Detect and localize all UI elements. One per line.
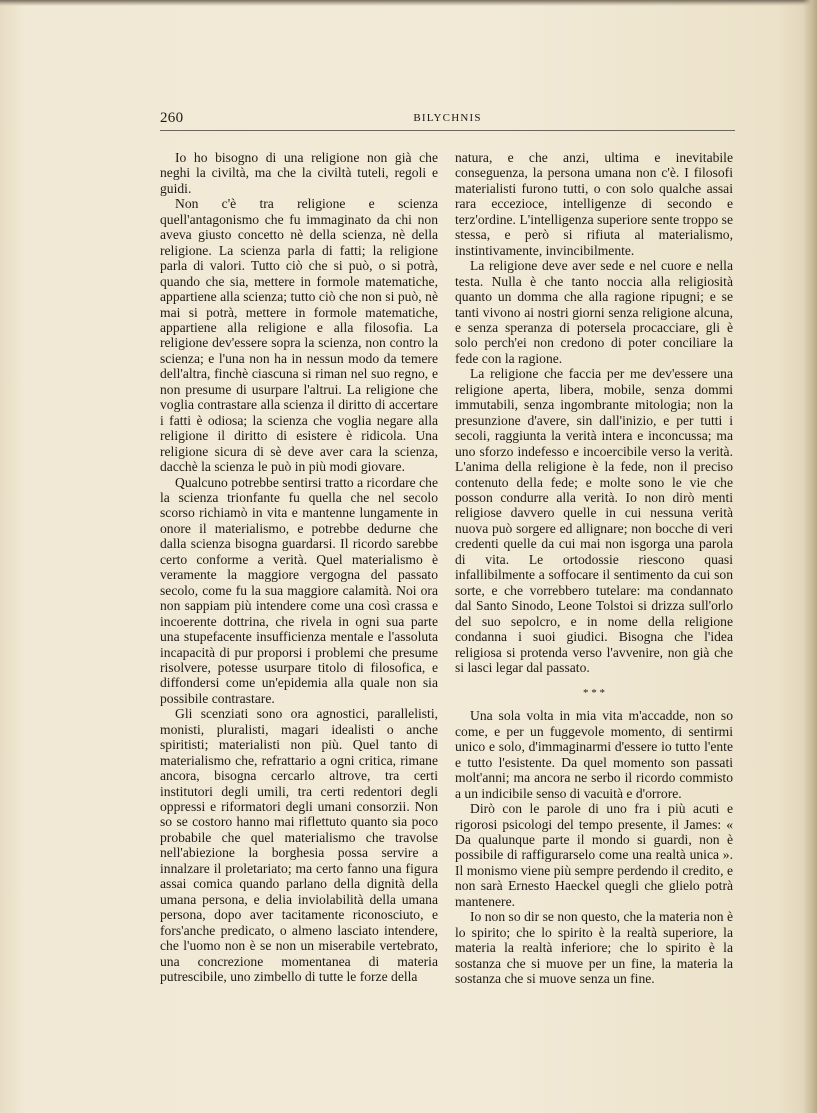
paragraph: Qualcuno potrebbe sentirsi tratto a ricordare che la scienza trionfante fu quella che nel secolo scorso richiamò in vita e mantenne lungamente in onore il materialismo, e potrebbe dedurne che dalla scienza bisogna guardarsi. Il ricordo sarebbe certo conforme a verità. Quel materialismo è veramente la maggiore vergogna del passato secolo, come fu la sua maggiore calamità. Noi ora non sappiam più intendere come una così crassa e incoerente dottrina, che rivela in ogni sua parte una stupefacente insufficienza mentale e l'assoluta incapacità di pur proporsi i problemi che presume risolvere, potesse usurpare titolo di filosofica, e diffondersi come un'epidemia alla quale non sia possibile contrastare. bbox=[160, 474, 438, 706]
paragraph: Dirò con le parole di uno fra i più acuti e rigorosi psicologi del tempo presente, il James: « Da qualunque parte il mondo si guardi, non è possibile di raffigurarselo come una realtà unica ». Il monismo viene più sempre perdendo il credito, e non sarà Ernesto Haeckel quegli che glielo potrà mantenere. bbox=[455, 801, 733, 909]
paragraph: Io ho bisogno di una religione non già che neghi la civiltà, ma che la civiltà tuteli, regoli e guidi. bbox=[160, 150, 438, 196]
left-column bbox=[160, 150, 438, 984]
header-rule bbox=[160, 130, 735, 131]
right-column bbox=[455, 150, 733, 987]
section-separator: * * * bbox=[583, 687, 605, 700]
paragraph: Gli scenziati sono ora agnostici, parallelisti, monisti, pluralisti, magari idealisti o anche spiritisti; materialisti non più. Quel tanto di materialismo che, refrattario a ogni critica, rimane ancora, bisogna cercarlo altrove, tra certi institutori degli umili, tra certi redentori degli oppressi e riformatori degli umani consorzii. Non so se costoro hanno mai riflettuto quanto sia poco probabile che quel materialismo che travolse nell'abiezione la borghesia possa servire a innalzare il proletariato; ma certo fanno una figura assai comica quando parlano della dignità della umana persona, e delia inviolabilità della umana persona, dopo aver tacitamente riconosciuto, e fors'anche predicato, o almeno lasciato intendere, che l'uomo non è se non un miserabile vertebrato, una concrezione momentanea di materia putrescibile, uno zimbello di tutte le forze della bbox=[160, 706, 438, 985]
paragraph: La religione deve aver sede e nel cuore e nella testa. Nulla è che tanto noccia alla religiosità quanto un domma che alla ragione ripugni; e se tanti vivono ai nostri giorni senza religione alcuna, e senza speranza di potersela procacciare, gli è solo perch'ei non credono di poter conciliare la fede con la ragione. bbox=[455, 258, 733, 366]
page-number: 260 bbox=[160, 110, 184, 126]
page-header bbox=[160, 110, 735, 132]
paragraph: Una sola volta in mia vita m'accadde, non so come, e per un fuggevole momento, di sentirmi unico e solo, d'immaginarmi d'essere io tutto l'ente e tutto l'esistente. Da quel momento son passati molt'anni; ma ancora ne serbo il ricordo commisto a un indicibile senso di vacuità e d'orrore. bbox=[455, 708, 733, 801]
page-right-edge bbox=[803, 0, 817, 1113]
paragraph: natura, e che anzi, ultima e inevitabile conseguenza, la persona umana non c'è. I filosofi materialisti furono tutti, o con solo qualche assai rara eccezioce, intelligenze di secondo e terz'ordine. L'intelligenza superiore sente troppo se stessa, e però si rifiuta al materialismo, instintivamente, invincibilmente. bbox=[455, 150, 733, 258]
page-top-edge bbox=[0, 0, 817, 6]
paragraph: Io non so dir se non questo, che la materia non è lo spirito; che lo spirito è la realtà superiore, la materia la realtà inferiore; che lo spirito è la sostanza che si muove per un fine, la materia la sostanza che si muove senza un fine. bbox=[455, 909, 733, 987]
running-head: BILYCHNIS bbox=[413, 112, 482, 124]
paragraph: La religione che faccia per me dev'essere una religione aperta, libera, mobile, senza dommi immutabili, senza ingombrante mitologia; non la presunzione d'avere, sin dall'inizio, e per tutti i secoli, raggiunta la verità intera e inconcussa; ma uno sforzo indefesso e incoercibile verso la verità. L'anima della religione è la fede, non il preciso contenuto della fede; e molte sono le vie che posson condurre alla verità. Io non dirò menti religiose davvero quelle in cui nessuna verità nuova può sorgere ed allignare; non bocche di veri credenti quelle da cui mai non isgorga una parola di vita. Le ortodossie riescono quasi infallibilmente a soffocare il sentimento da cui son sorte, e che vorrebbero tutelare: ma condannato dal Santo Sinodo, Leone Tolstoi si drizza sull'orlo del suo sepolcro, e in nome della religione condanna i suoi giudici. Bisogna che l'idea religiosa si protenda verso l'avvenire, non già che si lasci legar dal passato. bbox=[455, 366, 733, 675]
paragraph: Non c'è tra religione e scienza quell'antagonismo che fu immaginato da chi non aveva giusto concetto nè della scienza, nè della religione. La scienza parla di fatti; la religione parla di valori. Tutto ciò che si può, o si potrà, quando che sia, mettere in formole matematiche, appartiene alla scienza; tutto ciò che non si può, nè mai si potrà, mettere in formole matematiche, appartiene alla religione e alla filosofia. La religione dev'essere sopra la scienza, non contro la scienza; e l'una non ha in nessun modo da temere dell'altra, finchè ciascuna si riman nel suo regno, e non presume di usurpare l'altrui. La religione che voglia contrastare alla scienza il diritto di accertare i fatti è odiosa; la scienza che voglia negare alla religione il diritto di esistere è ridicola. Una religione sicura di sè deve aver cara la scienza, dacchè la scienza le può in più modi giovare. bbox=[160, 196, 438, 475]
